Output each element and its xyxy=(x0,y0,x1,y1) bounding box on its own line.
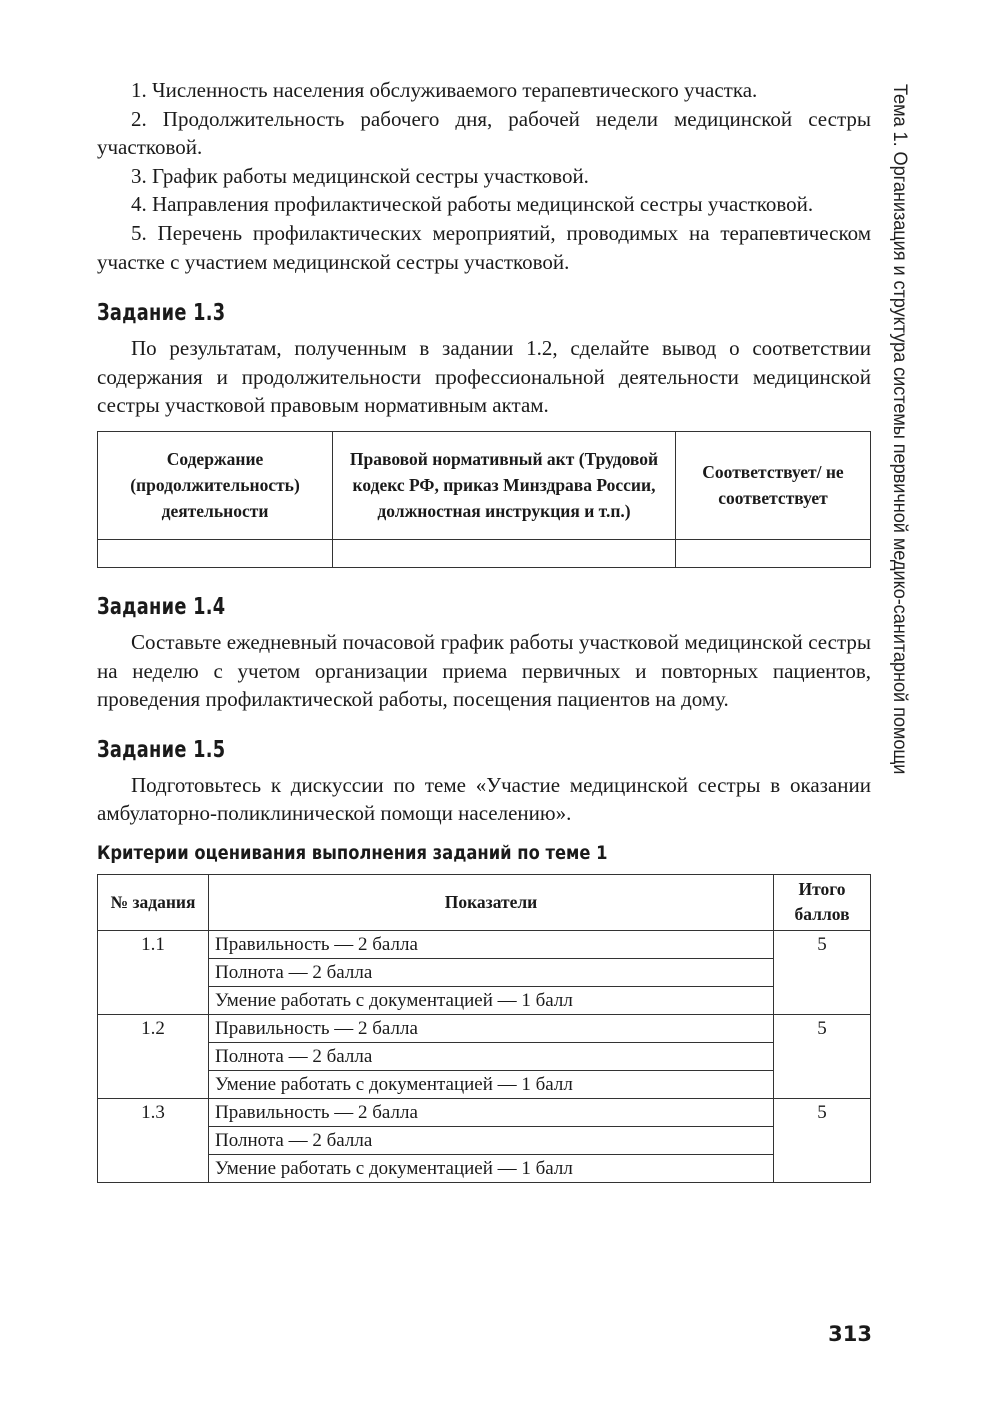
task-1-5-heading: Задание 1.5 xyxy=(97,736,226,763)
table-header-row xyxy=(98,431,871,539)
score-cell: 5 xyxy=(774,1014,871,1098)
table-row xyxy=(98,1098,871,1126)
table-cell xyxy=(333,539,676,567)
criterion-cell: Умение работать с документацией — 1 балл xyxy=(209,1070,774,1098)
list-item: 4. Направления профилактической работы медицинской сестры участковой. xyxy=(131,192,814,217)
criterion-cell: Полнота — 2 балла xyxy=(209,1126,774,1154)
task-1-3-heading: Задание 1.3 xyxy=(97,300,226,327)
criteria-table xyxy=(97,874,871,1183)
list-item: 3. График работы медицинской сестры участковой. xyxy=(131,163,589,188)
compliance-table xyxy=(97,431,871,568)
score-cell: 5 xyxy=(774,930,871,1014)
score-cell: 5 xyxy=(774,1098,871,1182)
list-item: 2. Продолжительность рабочего дня, рабочей недели медицинской сестры участковой. xyxy=(97,106,871,160)
table-header-cell: Правовой нормативный акт (Трудовой кодекс РФ, приказ Минздрава России, должностная инструкция и т.п.) xyxy=(333,431,676,539)
task-1-3-text: По результатам, полученным в задании 1.2, сделайте вывод о соответствии содержания и продолжительности профессиональной деятельности медицинской сестры участковой правовым нормативным актам. xyxy=(97,336,871,418)
criterion-cell: Умение работать с документацией — 1 балл xyxy=(209,1154,774,1182)
criteria-title: Критерии оценивания выполнения заданий по теме 1 xyxy=(97,841,608,864)
list-item: 1. Численность населения обслуживаемого терапевтического участка. xyxy=(131,78,758,102)
table-row xyxy=(98,1014,871,1042)
table-row xyxy=(98,958,871,986)
table-cell xyxy=(676,539,871,567)
table-row xyxy=(98,986,871,1014)
page-number: 313 xyxy=(828,1322,872,1346)
criterion-cell: Правильность — 2 балла xyxy=(209,1098,774,1126)
table-header-cell: Показатели xyxy=(209,874,774,930)
table-header-cell: Соответствует/ не соответствует xyxy=(676,431,871,539)
page-content xyxy=(97,76,871,1183)
list-item: 5. Перечень профилактических мероприятий, проводимых на терапевтическом участке с участием медицинской сестры участковой. xyxy=(97,220,871,274)
running-header: Тема 1. Организация и структура системы первичной медико-санитарной помощи xyxy=(889,84,910,775)
task-number-cell: 1.2 xyxy=(98,1014,209,1098)
table-header-cell: Содержание (продолжительность) деятельности xyxy=(98,431,333,539)
table-header-cell: Итого баллов xyxy=(774,874,871,930)
table-row xyxy=(98,539,871,567)
task-number-cell: 1.3 xyxy=(98,1098,209,1182)
intro-list xyxy=(97,76,871,276)
table-cell xyxy=(98,539,333,567)
criterion-cell: Полнота — 2 балла xyxy=(209,958,774,986)
table-row xyxy=(98,930,871,958)
criterion-cell: Правильность — 2 балла xyxy=(209,1014,774,1042)
table-row xyxy=(98,1154,871,1182)
table-header-cell: № задания xyxy=(98,874,209,930)
table-row xyxy=(98,1070,871,1098)
task-1-5-text: Подготовьтесь к дискуссии по теме «Участие медицинской сестры в оказании амбулаторно-поликлинической помощи населению». xyxy=(97,772,871,826)
table-header-row xyxy=(98,874,871,930)
table-row xyxy=(98,1042,871,1070)
task-1-4-text: Составьте ежедневный почасовой график работы участковой медицинской сестры на неделю с учетом организации приема первичных и повторных пациентов, проведения профилактической работы, посещения пациентов на дому. xyxy=(97,629,871,712)
task-number-cell: 1.1 xyxy=(98,930,209,1014)
criterion-cell: Умение работать с документацией — 1 балл xyxy=(209,986,774,1014)
task-1-4-heading: Задание 1.4 xyxy=(97,593,226,620)
table-row xyxy=(98,1126,871,1154)
criterion-cell: Полнота — 2 балла xyxy=(209,1042,774,1070)
criterion-cell: Правильность — 2 балла xyxy=(209,930,774,958)
